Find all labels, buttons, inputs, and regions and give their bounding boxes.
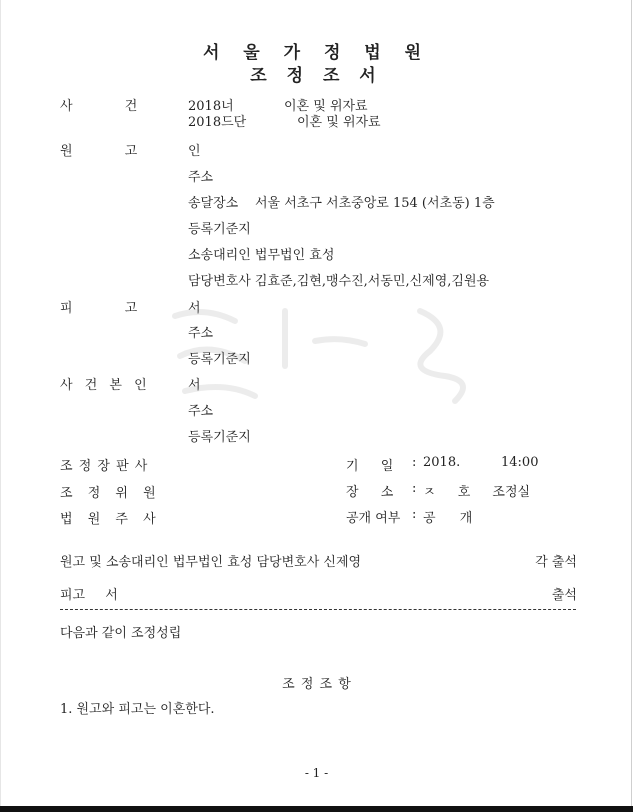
defendant-name: 서 (188, 301, 201, 316)
case-label: 사 건 (60, 99, 138, 114)
defendant-registry-label: 등록기준지 (188, 352, 251, 367)
plaintiff-service-label: 송달장소 (188, 196, 239, 211)
mediator-label: 조 정 위 원 (60, 486, 156, 501)
date-colon: : (412, 455, 417, 470)
judge-label: 조 정 장 판 사 (60, 459, 148, 474)
defendant-address-label: 주소 (188, 326, 214, 341)
open-colon: : (412, 507, 417, 522)
plaintiff-address-label: 주소 (188, 170, 214, 185)
place-label: 장 소 (346, 485, 394, 500)
attendance-defendant: 피고 서 (60, 588, 118, 603)
principal-registry-label: 등록기준지 (188, 430, 251, 445)
divider-line (60, 609, 576, 610)
plaintiff-service-address: 서울 서초구 서초중앙로 154 (서초동) 1층 (255, 196, 495, 211)
plaintiff-name: 인 (188, 144, 201, 159)
attendance-defendant-status: 출석 (551, 588, 577, 603)
plaintiff-registry-label: 등록기준지 (188, 222, 251, 237)
principal-name: 서 (188, 378, 201, 393)
case-title-2: 이혼 및 위자료 (297, 115, 381, 130)
attendance-plaintiff: 원고 및 소송대리인 법무법인 효성 담당변호사 신제영 (60, 555, 362, 570)
page-number: - 1 - (304, 766, 329, 780)
principal-label: 사 건 본 인 (60, 378, 147, 393)
attendance-plaintiff-status: 각 출석 (535, 555, 577, 570)
open-value: 공 개 (423, 511, 473, 526)
term-item-1: 1. 원고와 피고는 이혼한다. (60, 702, 215, 717)
defendant-label: 피 고 (60, 301, 138, 316)
case-number-1: 2018너 (188, 99, 234, 114)
case-number-2: 2018드단 (188, 115, 247, 130)
court-name: 서 울 가 정 법 원 (202, 43, 431, 63)
plaintiff-label: 원 고 (60, 144, 138, 159)
open-label: 공개 여부 (346, 511, 401, 526)
plaintiff-counsel: 소송대리인 법무법인 효성 (188, 248, 335, 263)
date-label: 기 일 (346, 459, 394, 474)
document-title: 조 정 조 서 (250, 66, 383, 86)
terms-heading: 조 정 조 항 (282, 677, 351, 692)
bottom-border (0, 806, 633, 812)
plaintiff-attorneys: 담당변호사 김효준,김현,맹수진,서동민,신제영,김원용 (188, 274, 490, 289)
date-value: 2018. (423, 455, 461, 470)
clerk-label: 법 원 주 사 (60, 512, 156, 527)
place-colon: : (412, 481, 417, 496)
watermark-seal (165, 296, 485, 416)
time-value: 14:00 (501, 455, 539, 470)
case-title-1: 이혼 및 위자료 (284, 99, 368, 114)
place-value: ㅈ 호 조정실 (423, 485, 531, 500)
principal-address-label: 주소 (188, 404, 214, 419)
mediation-result: 다음과 같이 조정성립 (60, 626, 182, 641)
